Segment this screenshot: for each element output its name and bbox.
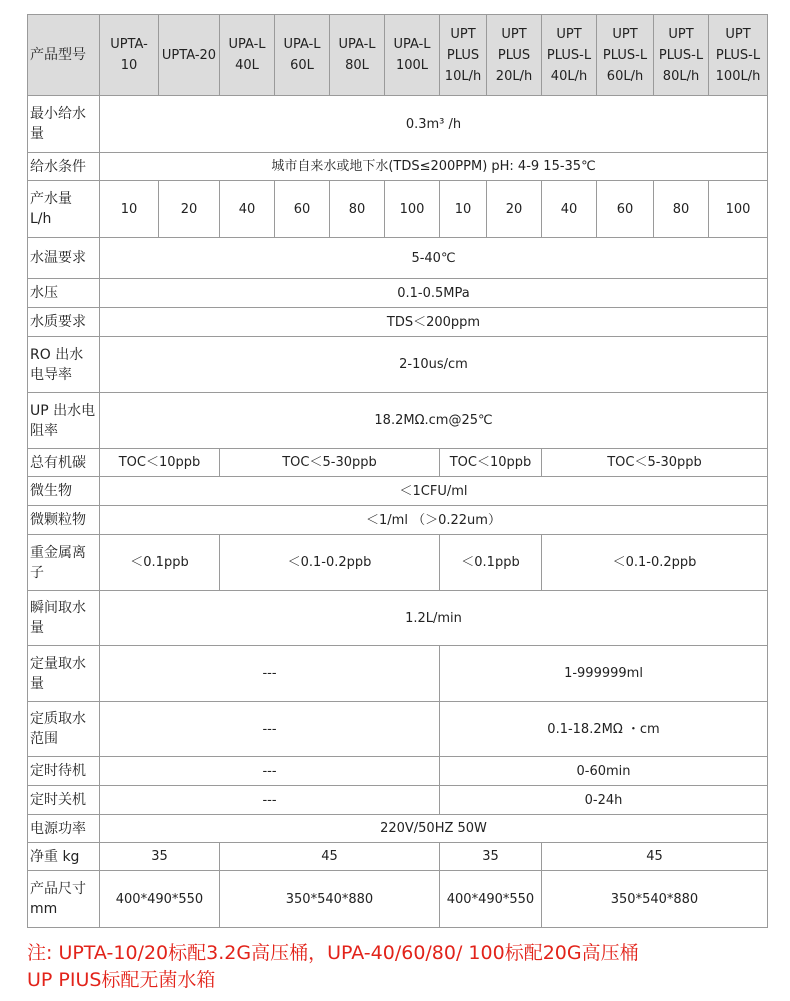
footnote-line-1: 注: UPTA-10/20标配3.2G高压桶，UPA-40/60/80/ 100标配20G高压桶 [27,942,639,964]
value-cell: --- [100,757,440,786]
table-row [28,153,768,181]
value-cell: TOC＜10ppb [440,449,542,477]
value-cell: ＜0.1ppb [440,535,542,591]
value-cell: TOC＜5-30ppb [220,449,440,477]
value-cell: 5-40℃ [100,238,768,279]
model-cell: UPT PLUS-L 60L/h [597,15,654,96]
table-row [28,477,768,506]
row-label: 定质取水范围 [28,702,100,757]
value-cell: ＜0.1-0.2ppb [220,535,440,591]
value-cell: 400*490*550 [100,871,220,928]
row-label: 产水量 L/h [28,181,100,238]
table-row [28,815,768,843]
value-cell: 2-10us/cm [100,337,768,393]
table-row [28,279,768,308]
footnote [27,940,787,994]
model-cell: UPA-L 60L [275,15,330,96]
value-cell: 20 [487,181,542,238]
row-label: RO 出水电导率 [28,337,100,393]
table-row [28,646,768,702]
value-cell: 0.1-18.2MΩ ・cm [440,702,768,757]
table-row [28,308,768,337]
value-cell: ＜0.1-0.2ppb [542,535,768,591]
value-cell: 1.2L/min [100,591,768,646]
value-cell: 20 [159,181,220,238]
model-cell: UPT PLUS 20L/h [487,15,542,96]
row-label: 定时待机 [28,757,100,786]
value-cell: 18.2MΩ.cm@25℃ [100,393,768,449]
value-cell: ＜1CFU/ml [100,477,768,506]
row-label: 水温要求 [28,238,100,279]
row-label: 水质要求 [28,308,100,337]
value-cell: 0.1-0.5MPa [100,279,768,308]
row-label: 给水条件 [28,153,100,181]
row-label: 总有机碳 [28,449,100,477]
table-row [28,843,768,871]
model-cell: UPTA-20 [159,15,220,96]
value-cell: 35 [440,843,542,871]
row-label: 瞬间取水量 [28,591,100,646]
table-row [28,591,768,646]
row-label: 微颗粒物 [28,506,100,535]
model-cell: UPT PLUS-L 100L/h [709,15,768,96]
model-cell: UPA-L 40L [220,15,275,96]
row-label: UP 出水电阻率 [28,393,100,449]
row-label: 水压 [28,279,100,308]
value-cell: 45 [220,843,440,871]
value-cell: TOC＜5-30ppb [542,449,768,477]
value-cell: TDS＜200ppm [100,308,768,337]
model-cell: UPT PLUS-L 80L/h [654,15,709,96]
value-cell: 城市自来水或地下水(TDS≤200PPM) pH: 4-9 15-35℃ [100,153,768,181]
value-cell: 350*540*880 [220,871,440,928]
value-cell: 0-60min [440,757,768,786]
table-row [28,702,768,757]
value-cell: 220V/50HZ 50W [100,815,768,843]
model-cell: UPA-L 80L [330,15,385,96]
value-cell: --- [100,786,440,815]
table-row [28,506,768,535]
header-label: 产品型号 [28,15,100,96]
model-cell: UPT PLUS 10L/h [440,15,487,96]
value-cell: ＜1/ml （＞0.22um） [100,506,768,535]
row-label: 电源功率 [28,815,100,843]
value-cell: 0.3m³ /h [100,96,768,153]
table-row [28,96,768,153]
row-label: 重金属离子 [28,535,100,591]
value-cell: 400*490*550 [440,871,542,928]
value-cell: 60 [275,181,330,238]
value-cell: 10 [100,181,159,238]
value-cell: 40 [542,181,597,238]
value-cell: ＜0.1ppb [100,535,220,591]
table-row [28,449,768,477]
table-row [28,337,768,393]
value-cell: 35 [100,843,220,871]
value-cell: 350*540*880 [542,871,768,928]
model-cell: UPA-L 100L [385,15,440,96]
value-cell: 0-24h [440,786,768,815]
value-cell: 1-999999ml [440,646,768,702]
table-row [28,871,768,928]
table-row [28,238,768,279]
value-cell: 45 [542,843,768,871]
row-label: 定量取水量 [28,646,100,702]
row-label: 微生物 [28,477,100,506]
value-cell: 100 [709,181,768,238]
row-label: 产品尺寸 mm [28,871,100,928]
model-cell: UPT PLUS-L 40L/h [542,15,597,96]
footnote-line-2: UP PIUS标配无菌水箱 [27,969,216,991]
value-cell: 10 [440,181,487,238]
table-row [28,393,768,449]
value-cell: 60 [597,181,654,238]
table-row [28,535,768,591]
value-cell: 80 [330,181,385,238]
table-row [28,181,768,238]
table-row [28,786,768,815]
row-label: 定时关机 [28,786,100,815]
table-row [28,757,768,786]
model-cell: UPTA-10 [100,15,159,96]
value-cell: 80 [654,181,709,238]
header-row [28,15,768,96]
value-cell: --- [100,646,440,702]
row-label: 最小给水量 [28,96,100,153]
value-cell: 100 [385,181,440,238]
value-cell: 40 [220,181,275,238]
value-cell: --- [100,702,440,757]
row-label: 净重 kg [28,843,100,871]
value-cell: TOC＜10ppb [100,449,220,477]
spec-table [27,14,768,928]
